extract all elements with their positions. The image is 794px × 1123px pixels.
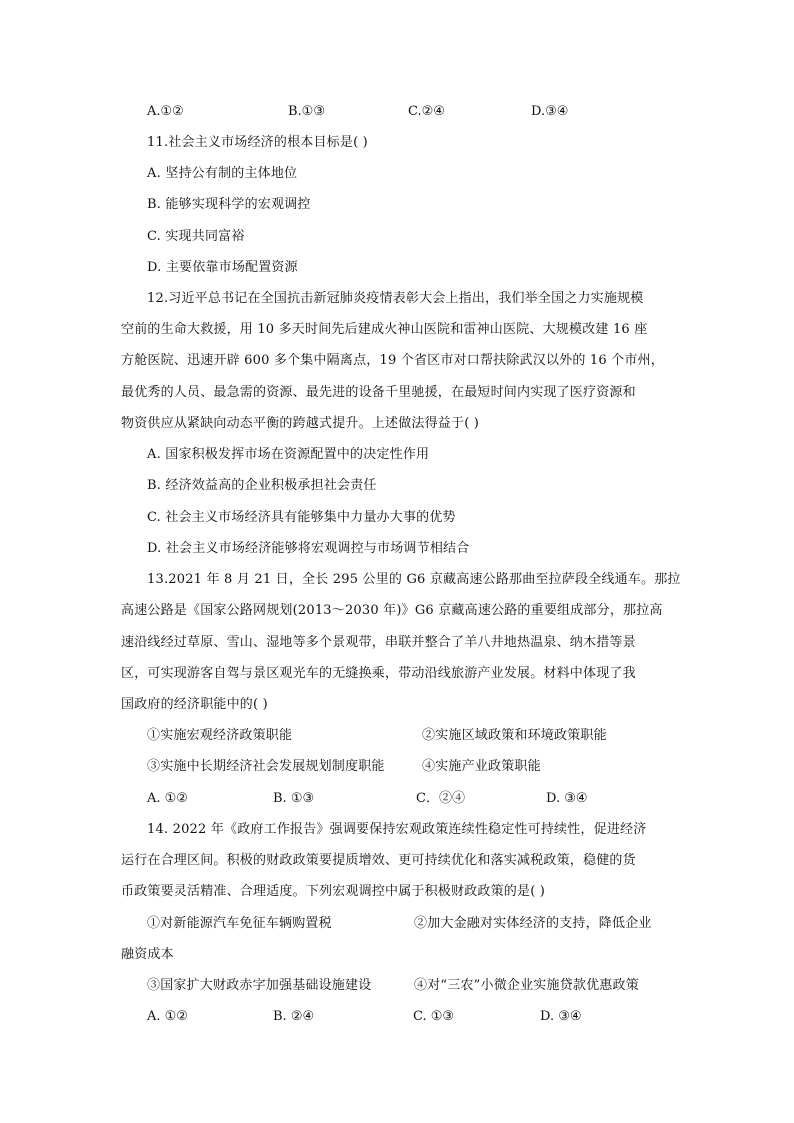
question-14-stem-line: 14. 2022 年《政府工作报告》强调要保持宏观政策连续性稳定性可持续性，促进经济 — [147, 822, 647, 837]
question-13-stem-line: 13.2021 年 8 月 21 日，全长 295 公里的 G6 京藏高速公路那曲至拉萨段全线通车。那拉 — [147, 572, 681, 587]
question-13-item-3: ③实施中长期经济社会发展规划制度职能 — [147, 759, 385, 774]
question-11-option-a: A. 坚持公有制的主体地位 — [147, 166, 298, 181]
question-13-stem-line: 速沿线经过草原、雪山、湿地等多个景观带，串联并整合了羊八井地热温泉、纳木措等景 — [121, 635, 636, 650]
question-14-option-d: D. ③④ — [540, 1009, 582, 1024]
question-14-item-2: ②加大金融对实体经济的支持，降低企业 — [414, 916, 652, 931]
question-13-stem-line: 国政府的经济职能中的( ) — [121, 697, 268, 712]
question-14-stem-line: 币政策要灵活精准、合理适度。下列宏观调控中属于积极财政政策的是( ) — [121, 884, 546, 899]
option-d: D.③④ — [531, 104, 569, 119]
question-13-option-d: D. ③④ — [546, 791, 588, 806]
question-11-option-d: D. 主要依靠市场配置资源 — [147, 260, 298, 275]
question-11-option-c: C. 实现共同富裕 — [147, 229, 245, 244]
question-12-stem-line: 方舱医院、迅速开辟 600 多个集中隔离点，19 个省区市对口帮扶除武汉以外的 16 个市州， — [121, 353, 664, 368]
question-12-option-c: C. 社会主义市场经济具有能够集中力量办大事的优势 — [147, 510, 456, 525]
question-13-item-2: ②实施区域政策和环境政策职能 — [422, 728, 607, 743]
question-13-option-a: A. ①② — [147, 791, 188, 806]
question-13-stem-line: 区，可实现游客自驾与景区观光车的无缝换乘，带动沿线旅游产业发展。材料中体现了我 — [121, 666, 636, 681]
question-12-stem-line: 空前的生命大救援，用 10 多天时间先后建成火神山医院和雷神山医院、大规模改建 16 座 — [121, 322, 648, 337]
question-14-item-2-continued: 融资成本 — [121, 947, 174, 962]
question-13-option-b: B. ①③ — [273, 791, 315, 806]
question-14-option-a: A. ①② — [147, 1009, 188, 1024]
question-11-option-b: B. 能够实现科学的宏观调控 — [147, 197, 311, 212]
question-12-option-a: A. 国家积极发挥市场在资源配置中的决定性作用 — [147, 447, 430, 462]
question-14-stem-line: 运行在合理区间。积极的财政政策要提质增效、更可持续优化和落实减税政策，稳健的货 — [121, 853, 636, 868]
question-13-item-4: ④实施产业政策职能 — [422, 759, 541, 774]
question-14-option-c: C. ①③ — [413, 1009, 455, 1024]
question-14-item-4: ④对“三农”小微企业实施贷款优惠政策 — [414, 978, 639, 993]
question-13-option-c: C．②④ — [416, 791, 465, 806]
question-11-stem: 11.社会主义市场经济的根本目标是( ) — [147, 135, 368, 150]
question-12-option-b: B. 经济效益高的企业积极承担社会责任 — [147, 478, 377, 493]
question-14-item-1: ①对新能源汽车免征车辆购置税 — [147, 916, 332, 931]
option-c: C.②④ — [408, 104, 445, 119]
question-14-option-b: B. ②④ — [273, 1009, 315, 1024]
question-12-stem-line: 物资供应从紧缺向动态平衡的跨越式提升。上述做法得益于( ) — [121, 416, 480, 431]
question-12-option-d: D. 社会主义市场经济能够将宏观调控与市场调节相结合 — [147, 541, 470, 556]
question-12-stem-line: 最优秀的人员、最急需的资源、最先进的设备千里驰援，在最短时间内实现了医疗资源和 — [121, 385, 636, 400]
option-a: A.①② — [147, 104, 184, 119]
question-13-item-1: ①实施宏观经济政策职能 — [147, 728, 293, 743]
option-b: B.①③ — [288, 104, 325, 119]
question-13-stem-line: 高速公路是《国家公路网规划(2013～2030 年)》G6 京藏高速公路的重要组成部分，那拉高 — [121, 603, 663, 618]
question-14-item-3: ③国家扩大财政赤字加强基础设施建设 — [147, 978, 372, 993]
question-12-stem-line: 12.习近平总书记在全国抗击新冠肺炎疫情表彰大会上指出，我们举全国之力实施规模 — [147, 291, 644, 306]
